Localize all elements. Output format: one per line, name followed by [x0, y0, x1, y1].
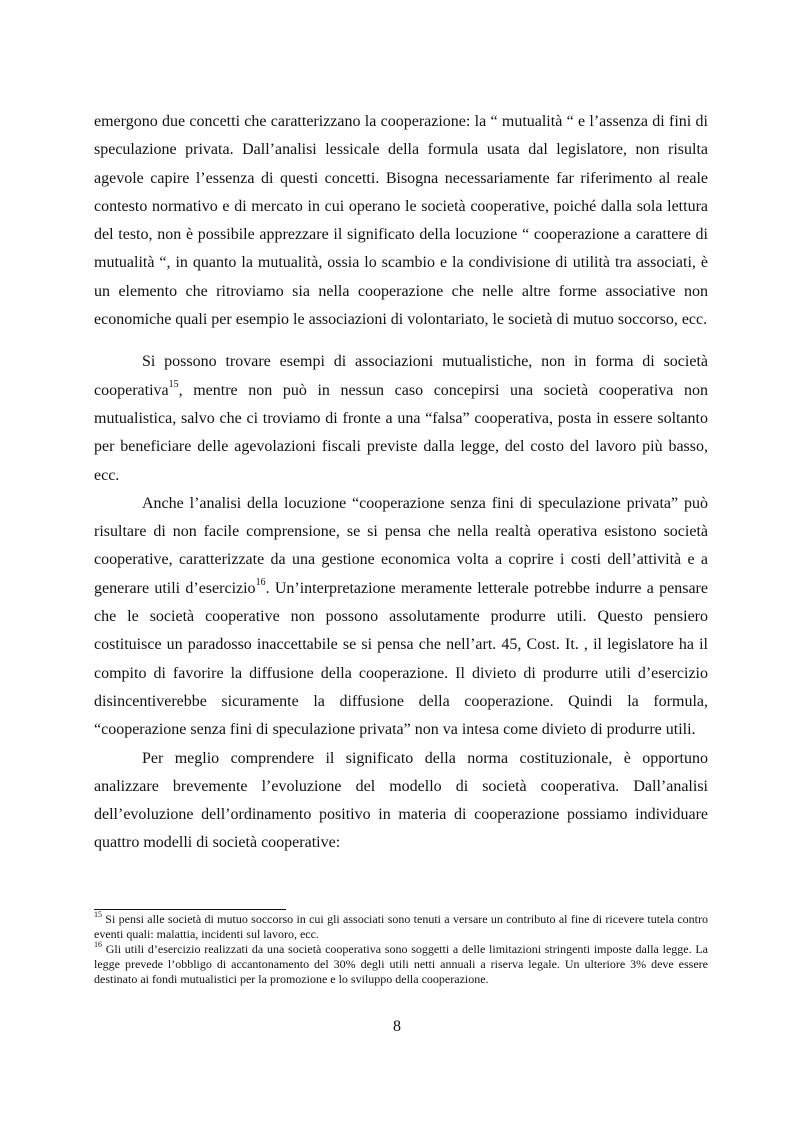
- paragraph-1: emergono due concetti che caratterizzano la cooperazione: la “ mutualità “ e l’assenza di fini di speculazione privata. Dall’analisi lessicale della formula usata dal legislatore, non risulta agevole capire l’essenza di questi concetti. Bisogna necessariamente far riferimento al reale contesto normativo e di mercato in cui operano le società cooperative, poiché dalla sola lettura del testo, non è possibile apprezzare il significato della locuzione “ cooperazione a carattere di mutualità “, in quanto la mutualità, ossia lo scambio e la condivisione di utilità tra associati, è un elemento che ritroviamo sia nella cooperazione che nelle altre forme associative non economiche quali per esempio le associazioni di volontariato, le società di mutuo soccorso, ecc.: [94, 113, 708, 329]
- footnote-text: Gli utili d’esercizio realizzati da una società cooperativa sono soggetti a delle limitazioni stringenti imposte dalla legge. La legge prevede l’obbligo di accantonamento del 30% degli utili netti annuali a riserva legale. Un ulteriore 3% deve essere destinato ai fondi mutualistici per la promozione e lo sviluppo della cooperazione.: [94, 942, 708, 986]
- footnote-15: [94, 912, 708, 942]
- paragraph-2: [94, 348, 708, 489]
- paragraph-3-text-before: Anche l’analisi della locuzione “cooperazione senza fini di speculazione privata” può risultare di non facile comprensione, se si pensa che nella realtà operativa esistono società cooperative, caratterizzate da una gestione economica volta a coprire i costi dell’attività e a generare utili d’esercizio: [94, 494, 708, 597]
- footnote-separator: [94, 909, 286, 910]
- paragraph-3-text-after: . Un’interpretazione meramente letterale potrebbe indurre a pensare che le società cooperative non possono assolutamente produrre utili. Questo pensiero costituisce un paradosso inaccettabile se si pensa che nell’art. 45, Cost. It. , il legislatore ha il compito di favorire la diffusione della cooperazione. Il divieto di produrre utili d’esercizio disincentiverebbe sicuramente la diffusione della cooperazione. Quindi la formula, “cooperazione senza fini di speculazione privata” non va intesa come divieto di produrre utili.: [94, 579, 708, 739]
- paragraph-2-text-after: , mentre non può in nessun caso concepirsi una società cooperativa non mutualistica, salvo che ci troviamo di fronte a una “falsa” cooperativa, posta in essere soltanto per beneficiare delle agevolazioni fiscali previste dalla legge, del costo del lavoro più basso, ecc.: [94, 381, 708, 484]
- paragraph-2-text-before: Si possono trovare esempi di associazioni mutualistiche, non in forma di società cooperativa: [94, 353, 708, 399]
- page-number: 8: [393, 1018, 401, 1035]
- footnote-16: [94, 942, 708, 987]
- paragraph-4: Per meglio comprendere il significato della norma costituzionale, è opportuno analizzare brevemente l’evoluzione del modello di società cooperativa. Dall’analisi dell’evoluzione dell’ordinamento positivo in materia di cooperazione possiamo individuare quattro modelli di società cooperative:: [94, 749, 708, 852]
- footnote-ref-16[interactable]: 16: [255, 577, 266, 589]
- footnote-text: Si pensi alle società di mutuo soccorso in cui gli associati sono tenuti a versare un contributo al fine di ricevere tutela contro eventi quali: malattia, incidenti sul lavoro, ecc.: [94, 912, 708, 941]
- paragraph-3: [94, 490, 708, 745]
- document-body: [94, 108, 708, 858]
- footnote-ref-15[interactable]: 15: [168, 379, 179, 391]
- footnote-number: 15: [94, 910, 102, 919]
- footnote-number: 16: [94, 940, 102, 949]
- footnotes: [94, 912, 708, 987]
